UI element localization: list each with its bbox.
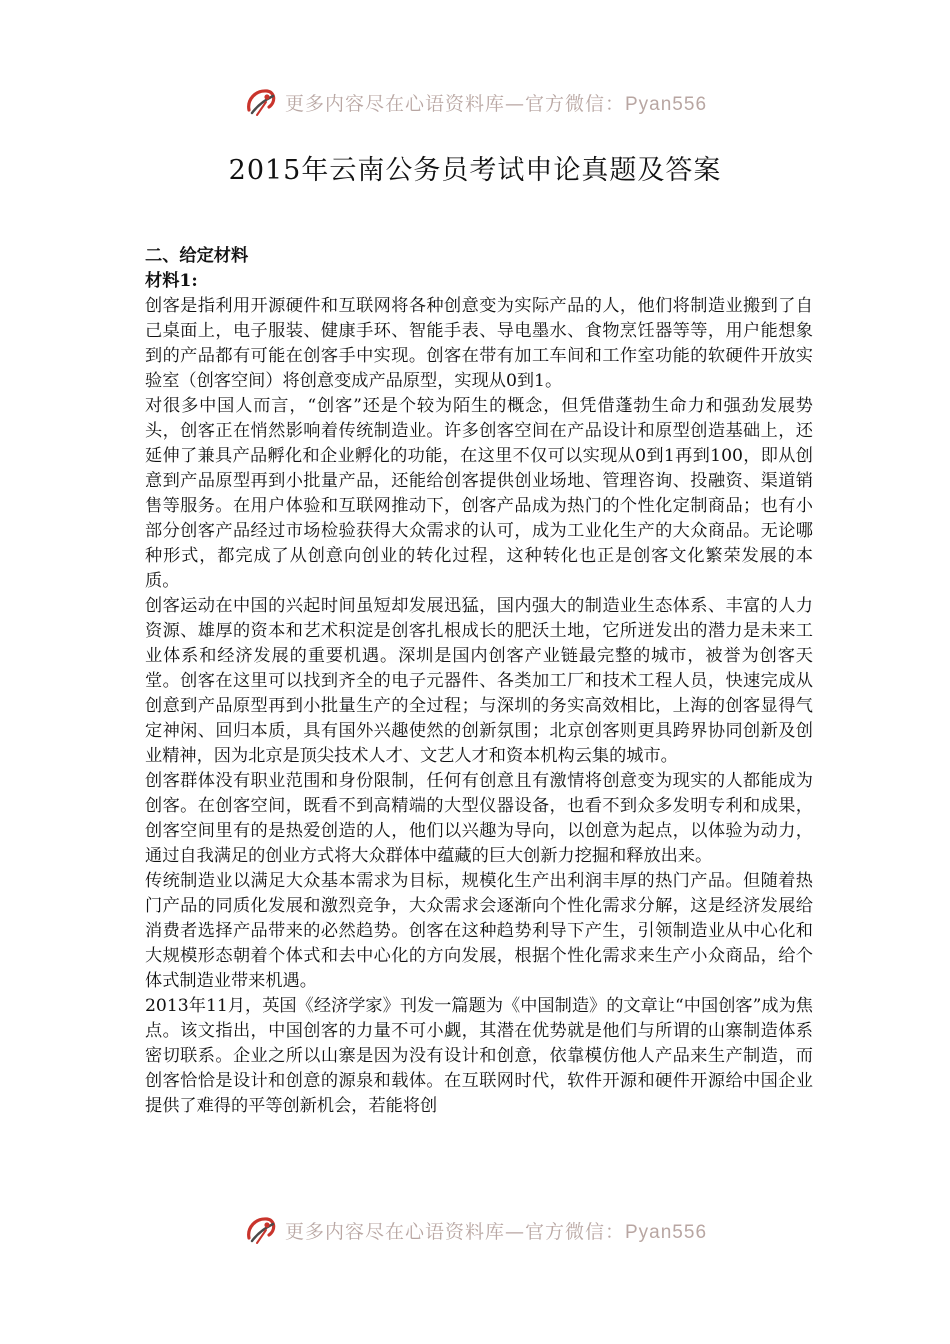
paragraph: 2013年11月，英国《经济学家》刊发一篇题为《中国制造》的文章让“中国创客”成为焦点。该文指出，中国创客的力量不可小觑，其潜在优势就是他们与所谓的山寨制造体系密切联系。企业之所以山寨是因为没有设计和创意，依靠模仿他人产品来生产制造，而创客恰恰是设计和创意的源泉和载体。在互联网时代，软件开源和硬件开源给中国企业提供了难得的平等创新机会，若能将创 xyxy=(145,996,813,1116)
document-title: 2015年云南公务员考试申论真题及答案 xyxy=(228,155,722,186)
section-heading: 二、给定材料 xyxy=(145,246,249,266)
footer-watermark-banner xyxy=(0,1210,950,1250)
wechat-id: Pyan556 xyxy=(625,93,708,115)
brand-logo-icon xyxy=(243,84,279,120)
paragraph: 对很多中国人而言，“创客”还是个较为陌生的概念，但凭借蓬勃生命力和强劲发展势头，创客正在悄然影响着传统制造业。许多创客空间在产品设计和原型创造基础上，还延伸了兼具产品孵化和企业孵化的功能，在这里不仅可以实现从0到1再到100，即从创意到产品原型再到小批量产品，还能给创客提供创业场地、管理咨询、投融资、渠道销售等服务。在用户体验和互联网推动下，创客产品成为热门的个性化定制商品；也有小部分创客产品经过市场检验获得大众需求的认可，成为工业化生产的大众商品。无论哪种形式，都完成了从创意向创业的转化过程，这种转化也正是创客文化繁荣发展的本质。 xyxy=(145,396,813,591)
document-body xyxy=(145,244,813,1119)
banner-text: 更多内容尽在心语资料库—官方微信：Pyan556 xyxy=(284,1220,708,1243)
banner-text: 更多内容尽在心语资料库—官方微信：Pyan556 xyxy=(284,92,708,115)
paragraph: 创客是指利用开源硬件和互联网将各种创意变为实际产品的人，他们将制造业搬到了自己桌面上，电子服装、健康手环、智能手表、导电墨水、食物烹饪器等等，用户能想象到的产品都有可能在创客手中实现。创客在带有加工车间和工作室功能的软硬件开放实验室（创客空间）将创意变成产品原型，实现从0到1。 xyxy=(145,296,813,391)
wechat-id: Pyan556 xyxy=(625,1221,708,1243)
paragraph: 创客运动在中国的兴起时间虽短却发展迅猛，国内强大的制造业生态体系、丰富的人力资源、雄厚的资本和艺术积淀是创客扎根成长的肥沃土地，它所迸发出的潜力是未来工业体系和经济发展的重要机遇。深圳是国内创客产业链最完整的城市，被誉为创客天堂。创客在这里可以找到齐全的电子元器件、各类加工厂和技术工程人员，快速完成从创意到产品原型再到小批量生产的全过程；与深圳的务实高效相比，上海的创客显得气定神闲、回归本质，具有国外兴趣使然的创新氛围；北京创客则更具跨界协同创新及创业精神，因为北京是顶尖技术人才、文艺人才和资本机构云集的城市。 xyxy=(145,596,813,766)
material-label: 材料1: xyxy=(145,271,198,291)
header-watermark-banner xyxy=(0,82,950,122)
paragraph: 传统制造业以满足大众基本需求为目标，规模化生产出利润丰厚的热门产品。但随着热门产品的同质化发展和激烈竞争，大众需求会逐渐向个性化需求分解，这是经济发展给消费者选择产品带来的必然趋势。创客在这种趋势利导下产生，引领制造业从中心化和大规模形态朝着个体式和去中心化的方向发展，根据个性化需求来生产小众商品，给个体式制造业带来机遇。 xyxy=(145,871,813,991)
paragraph: 创客群体没有职业范围和身份限制，任何有创意且有激情将创意变为现实的人都能成为创客。在创客空间，既看不到高精端的大型仪器设备，也看不到众多发明专利和成果，创客空间里有的是热爱创造的人，他们以兴趣为导向，以创意为起点，以体验为动力，通过自我满足的创业方式将大众群体中蕴藏的巨大创新力挖掘和释放出来。 xyxy=(145,771,813,866)
brand-logo-icon xyxy=(243,1212,279,1248)
